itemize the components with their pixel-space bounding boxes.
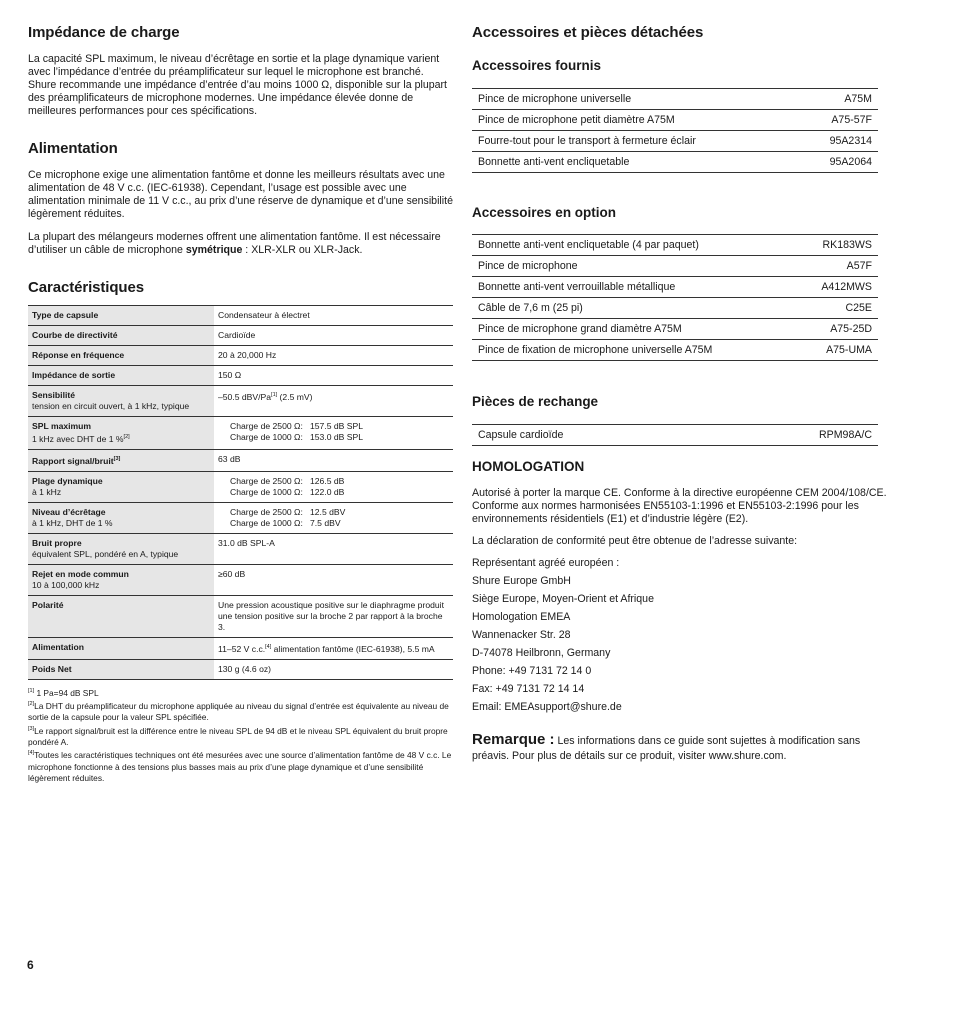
spec-row (28, 449, 453, 471)
spec-row (28, 595, 453, 637)
remark-label: Remarque : (472, 731, 555, 748)
spec-key (28, 366, 214, 386)
accessory-row (472, 256, 878, 277)
spec-key-title: Rejet en mode commun (32, 568, 129, 579)
spec-key (28, 386, 214, 417)
footnote-mark: [1] (271, 392, 278, 398)
spec-value-line: Charge de 1000 Ω: 153.0 dB SPL (230, 432, 364, 442)
spec-row (28, 386, 453, 417)
supplied-heading: Accessoires fournis (472, 58, 602, 73)
accessory-row (472, 319, 878, 340)
spec-value: 150 Ω (214, 366, 453, 386)
spec-key-title: Poids Net (32, 663, 72, 674)
accessory-row (472, 340, 878, 361)
footnote-mark: [2] (123, 434, 130, 440)
spec-value (214, 502, 453, 533)
accessory-name: Fourre-tout pour le transport à fermeture éclair (472, 131, 800, 152)
spec-value-line: Charge de 1000 Ω: 122.0 dB (230, 486, 345, 497)
spec-row (28, 564, 453, 595)
footnote-mark: [3] (113, 455, 121, 462)
accessory-name: Pince de microphone grand diamètre A75M (472, 319, 796, 340)
spec-key-title: Polarité (32, 599, 64, 610)
spec-key (28, 449, 214, 471)
accessory-name: Bonnette anti-vent encliquetable (4 par paquet) (472, 235, 796, 256)
accessory-code: A75-25D (796, 319, 878, 340)
footnote-mark: [3] (28, 725, 35, 732)
footnote-text: Toutes les caractéristiques techniques ont été mesurées avec une source d’alimentation fantôme de 48 V c.c. Le microphone fonctionne à des tensions plus basses mais au prix d’une plage dynamique et d’une sensibilité légèrement réduites. (28, 750, 452, 784)
spares-table (472, 424, 878, 446)
accessory-code: A412MWS (796, 277, 878, 298)
spec-key-sub: à 1 kHz (32, 486, 62, 497)
address-line: Wannenacker Str. 28 (472, 629, 571, 641)
accessory-row (472, 298, 878, 319)
accessory-name: Pince de microphone (472, 256, 796, 277)
accessory-name: Pince de microphone universelle (472, 89, 800, 110)
accessory-name: Bonnette anti-vent verrouillable métallique (472, 277, 796, 298)
accessory-name: Câble de 7,6 m (25 pi) (472, 298, 796, 319)
spec-key-sub: à 1 kHz, DHT de 1 % (32, 517, 113, 528)
declaration-text: La déclaration de conformité peut être obtenue de l’adresse suivante: (472, 535, 798, 547)
impedance-heading: Impédance de charge (28, 24, 180, 41)
spec-row (28, 533, 453, 564)
spec-key-title: Sensibilité (32, 390, 75, 400)
accessory-code: A75-UMA (796, 340, 878, 361)
spec-value-line: Charge de 1000 Ω: 7.5 dBV (230, 517, 341, 528)
accessory-name: Capsule cardioïde (472, 425, 716, 446)
spec-value-line: Charge de 2500 Ω: 157.5 dB SPL (230, 421, 364, 431)
footnote (28, 748, 453, 784)
spec-key (28, 659, 214, 679)
spec-value: Condensateur à électret (214, 306, 453, 326)
accessory-code: C25E (796, 298, 878, 319)
spec-row (28, 502, 453, 533)
spec-key-title: Alimentation (32, 641, 85, 652)
spec-key-title: Impédance de sortie (32, 370, 116, 380)
accessory-row (472, 110, 878, 131)
accessory-row (472, 235, 878, 256)
spec-value-line: Charge de 2500 Ω: 12.5 dBV (230, 506, 346, 517)
spec-value: 63 dB (214, 449, 453, 471)
spec-key (28, 637, 214, 659)
power-heading: Alimentation (28, 140, 118, 157)
homologation-text: Autorisé à porter la marque CE. Conforme à la directive européenne CEM 2004/108/CE. Conforme aux normes harmonisées EN55103-1:1996 et EN55103-2:1996 pour les environnements résidentiels (E1) et d’industrie légère (E2). (472, 487, 887, 525)
accessory-row (472, 131, 878, 152)
accessory-name: Bonnette anti-vent encliquetable (472, 152, 800, 173)
spec-key-title: SPL maximum (32, 421, 92, 431)
remark-text: Les informations dans ce guide sont sujettes à modification sans préavis. Pour plus de détails sur ce produit, visiter www.shure.com. (472, 735, 861, 762)
footnote (28, 686, 453, 699)
spec-row (28, 417, 453, 450)
supplied-table (472, 88, 878, 173)
spec-value-line: Charge de 2500 Ω: 126.5 dB (230, 475, 345, 486)
spec-value: Une pression acoustique positive sur le diaphragme produit une tension positive sur la broche 2 par rapport à la broche 3. (214, 595, 453, 637)
impedance-text: La capacité SPL maximum, le niveau d’écrêtage en sortie et la plage dynamique varient avec l’impédance d’entrée du préamplificateur sur lequel le microphone est branché. Shure recommande une impédance d’entrée d’au moins 1000 Ω, disponible sur la plupart des préamplificateurs de microphone modernes. Une impédance élevée donne de meilleures performances pour ces spécifications. (28, 53, 447, 117)
accessory-code: 95A2314 (800, 131, 878, 152)
footnote-mark: [4] (28, 750, 35, 757)
spec-key (28, 502, 214, 533)
page-number: 6 (27, 958, 34, 972)
spec-value: 31.0 dB SPL-A (214, 533, 453, 564)
address-line: Siège Europe, Moyen-Orient et Afrique (472, 593, 654, 605)
spec-value (214, 471, 453, 502)
accessory-code: RK183WS (796, 235, 878, 256)
spec-value: 130 g (4.6 oz) (214, 659, 453, 679)
accessory-name: Pince de fixation de microphone universelle A75M (472, 340, 796, 361)
address-line: Shure Europe GmbH (472, 575, 571, 587)
spec-key-title: Niveau d’écrêtage (32, 506, 106, 517)
accessory-row (472, 277, 878, 298)
accessories-heading: Accessoires et pièces détachées (472, 24, 704, 41)
footnote-mark: [1] (28, 687, 35, 694)
spec-key (28, 564, 214, 595)
address-line: Email: EMEAsupport@shure.de (472, 701, 622, 713)
footnote (28, 724, 453, 749)
accessory-code: RPM98A/C (716, 425, 878, 446)
accessory-code: A75M (800, 89, 878, 110)
spec-value (214, 417, 453, 450)
optional-table (472, 234, 878, 361)
accessory-row (472, 425, 878, 446)
spec-key (28, 533, 214, 564)
spec-key (28, 346, 214, 366)
footnote-text: La DHT du préamplificateur du microphone appliquée au niveau du signal d’entrée est équivalente au niveau de sortie de la capsule pour la valeur SPL spécifiée. (28, 700, 449, 723)
spec-key-sub: 1 kHz avec DHT de 1 %[2] (32, 433, 130, 444)
spec-key-title: Courbe de directivité (32, 330, 118, 340)
spec-value: ≥60 dB (214, 564, 453, 595)
spec-value: –50.5 dBV/Pa[1] (2.5 mV) (214, 386, 453, 417)
remark (472, 732, 900, 764)
spec-value: Cardioïde (214, 326, 453, 346)
spec-value: 11–52 V c.c.[4] alimentation fantôme (IEC-61938), 5.5 mA (214, 637, 453, 659)
spares-heading: Pièces de rechange (472, 394, 599, 409)
spec-row (28, 366, 453, 386)
spec-key (28, 417, 214, 450)
spec-key-title: Rapport signal/bruit[3] (32, 455, 121, 466)
footnote-text: 1 Pa=94 dB SPL (34, 687, 99, 698)
spec-key (28, 595, 214, 637)
right-column (472, 24, 900, 764)
spec-row (28, 326, 453, 346)
address-line: Homologation EMEA (472, 611, 571, 623)
address-line: D-74078 Heilbronn, Germany (472, 647, 611, 659)
spec-row (28, 306, 453, 326)
spec-value: 20 à 20,000 Hz (214, 346, 453, 366)
spec-key (28, 326, 214, 346)
spec-key-sub: tension en circuit ouvert, à 1 kHz, typique (32, 401, 190, 411)
accessory-row (472, 152, 878, 173)
accessory-row (472, 89, 878, 110)
spec-key-title: Plage dynamique (32, 475, 103, 486)
specs-heading: Caractéristiques (28, 279, 144, 296)
spec-key-title: Type de capsule (32, 310, 99, 320)
spec-key-title: Bruit propre (32, 537, 82, 548)
footnote-mark: [2] (28, 700, 35, 707)
spec-key-title: Réponse en fréquence (32, 350, 125, 360)
address-line: Représentant agréé européen : (472, 557, 620, 569)
optional-heading: Accessoires en option (472, 205, 617, 220)
footnote-mark: [4] (265, 643, 272, 650)
address-line: Phone: +49 7131 72 14 0 (472, 665, 592, 677)
spec-key-sub: 10 à 100,000 kHz (32, 579, 100, 590)
accessory-code: A75-57F (800, 110, 878, 131)
spec-row (28, 637, 453, 659)
spec-row (28, 659, 453, 679)
spec-row (28, 471, 453, 502)
power-text-2: La plupart des mélangeurs modernes offrent une alimentation fantôme. Il est nécessaire d’utiliser un câble de microphone symétrique : XLR-XLR ou XLR-Jack. (28, 231, 441, 256)
footnote (28, 699, 453, 724)
accessory-name: Pince de microphone petit diamètre A75M (472, 110, 800, 131)
homologation-heading: HOMOLOGATION (472, 459, 585, 474)
left-column (28, 24, 453, 785)
spec-key (28, 471, 214, 502)
footnote-text: Le rapport signal/bruit est la différence entre le niveau SPL de 94 dB et le niveau SPL équivalent du bruit propre pondéré A. (28, 725, 448, 747)
spec-key (28, 306, 214, 326)
accessory-code: A57F (796, 256, 878, 277)
address-line: Fax: +49 7131 72 14 14 (472, 683, 585, 695)
address-block (472, 554, 900, 716)
specs-table (28, 305, 453, 680)
spec-key-sub: équivalent SPL, pondéré en A, typique (32, 548, 179, 559)
spec-row (28, 346, 453, 366)
power-text-1: Ce microphone exige une alimentation fantôme et donne les meilleurs résultats avec une alimentation de 48 V c.c. (IEC-61938). Cependant, l’usage est possible avec une alimentation minimale de 11 V c.c., au prix d’une réserve de dynamique et d’une sensibilité légèrement réduites. (28, 169, 453, 220)
accessory-code: 95A2064 (800, 152, 878, 173)
specs-footnotes (28, 686, 453, 785)
